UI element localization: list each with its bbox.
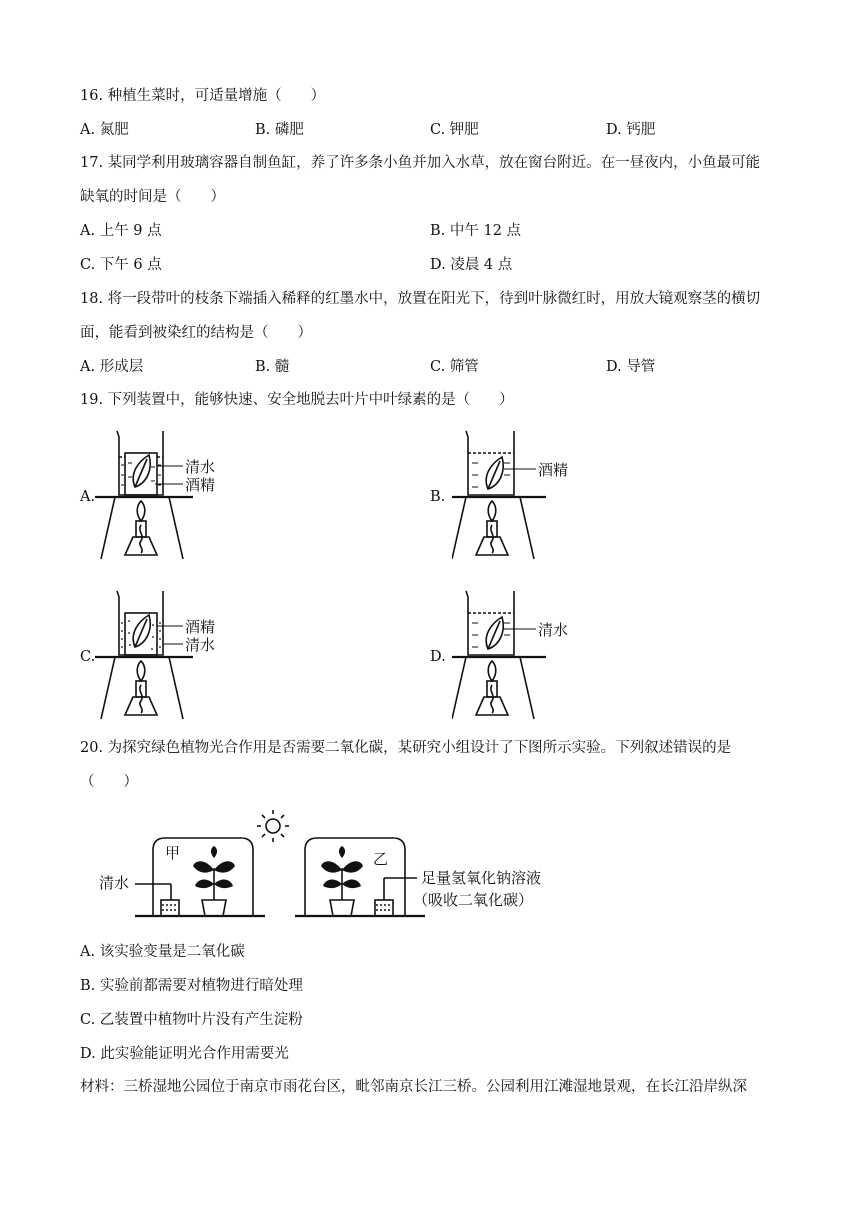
q19-option-a-letter: A. — [80, 489, 96, 505]
q17-option-b: B. 中午 12 点 — [430, 223, 522, 239]
q18-option-c: C. 筛管 — [430, 359, 479, 375]
q18-option-d: D. 导管 — [606, 359, 656, 375]
q19-option-b-letter: B. — [430, 489, 446, 505]
q19-figure-b — [452, 425, 602, 565]
q20-stem-line1: 20. 为探究绿色植物光合作用是否需要二氧化碳，某研究小组设计了下图所示实验。下列叙述错误的是 — [80, 740, 732, 756]
q16-option-c: C. 钾肥 — [430, 122, 479, 138]
q18-option-b: B. 髓 — [255, 359, 290, 375]
q20-option-b: B. 实验前都需要对植物进行暗处理 — [80, 978, 303, 994]
q19-option-d-letter: D. — [430, 649, 446, 665]
q17-option-d: D. 凌晨 4 点 — [430, 257, 513, 273]
q19-d-label: 清水 — [538, 621, 569, 639]
q20-label-naoh: 足量氢氧化钠溶液 — [421, 869, 542, 887]
q19-figure-d — [452, 585, 602, 725]
material-paragraph: 材料：三桥湿地公园位于南京市雨花台区，毗邻南京长江三桥。公园利用江滩湿地景观，在长江沿岸纵深 — [80, 1079, 747, 1095]
q20-figure — [95, 808, 575, 928]
q20-label-absorb: （吸收二氧化碳） — [413, 891, 534, 909]
q16-option-b: B. 磷肥 — [255, 122, 304, 138]
q17-option-a: A. 上午 9 点 — [80, 223, 162, 239]
q19-b-label: 酒精 — [538, 461, 569, 479]
q18-stem-line2: 面，能看到被染红的结构是（ ） — [80, 325, 312, 341]
q17-option-c: C. 下午 6 点 — [80, 257, 162, 273]
q19-figure-a — [95, 425, 245, 565]
q20-stem-line2: （ ） — [80, 774, 138, 790]
q17-stem-line2: 缺氧的时间是（ ） — [80, 189, 225, 205]
q20-label-water: 清水 — [99, 874, 130, 892]
q18-option-a: A. 形成层 — [80, 359, 144, 375]
q16-stem: 16. 种植生菜时，可适量增施（ ） — [80, 88, 326, 104]
q20-option-c: C. 乙装置中植物叶片没有产生淀粉 — [80, 1012, 303, 1028]
q19-a-label-bottom: 酒精 — [185, 476, 216, 494]
q17-stem-line1: 17. 某同学利用玻璃容器自制鱼缸，养了许多条小鱼并加入水草，放在窗台附近。在一昼夜内，小鱼最可能 — [80, 155, 761, 171]
sun-icon — [257, 810, 289, 842]
q20-option-a: A. 该实验变量是二氧化碳 — [80, 944, 245, 960]
q20-label-jia: 甲 — [165, 844, 181, 862]
q19-figure-c — [95, 585, 245, 725]
q20-label-yi: 乙 — [373, 850, 389, 868]
q19-c-label-top: 酒精 — [185, 618, 216, 636]
q19-option-c-letter: C. — [80, 649, 96, 665]
q20-option-d: D. 此实验能证明光合作用需要光 — [80, 1046, 289, 1062]
q19-c-label-bottom: 清水 — [185, 636, 216, 654]
q16-option-a: A. 氮肥 — [80, 122, 129, 138]
q18-stem-line1: 18. 将一段带叶的枝条下端插入稀释的红墨水中，放置在阳光下，待到叶脉微红时，用放大镜观察茎的横切 — [80, 291, 761, 307]
q16-option-d: D. 钙肥 — [606, 122, 656, 138]
q19-a-label-top: 清水 — [185, 458, 216, 476]
q19-stem: 19. 下列装置中，能够快速、安全地脱去叶片中叶绿素的是（ ） — [80, 392, 514, 408]
